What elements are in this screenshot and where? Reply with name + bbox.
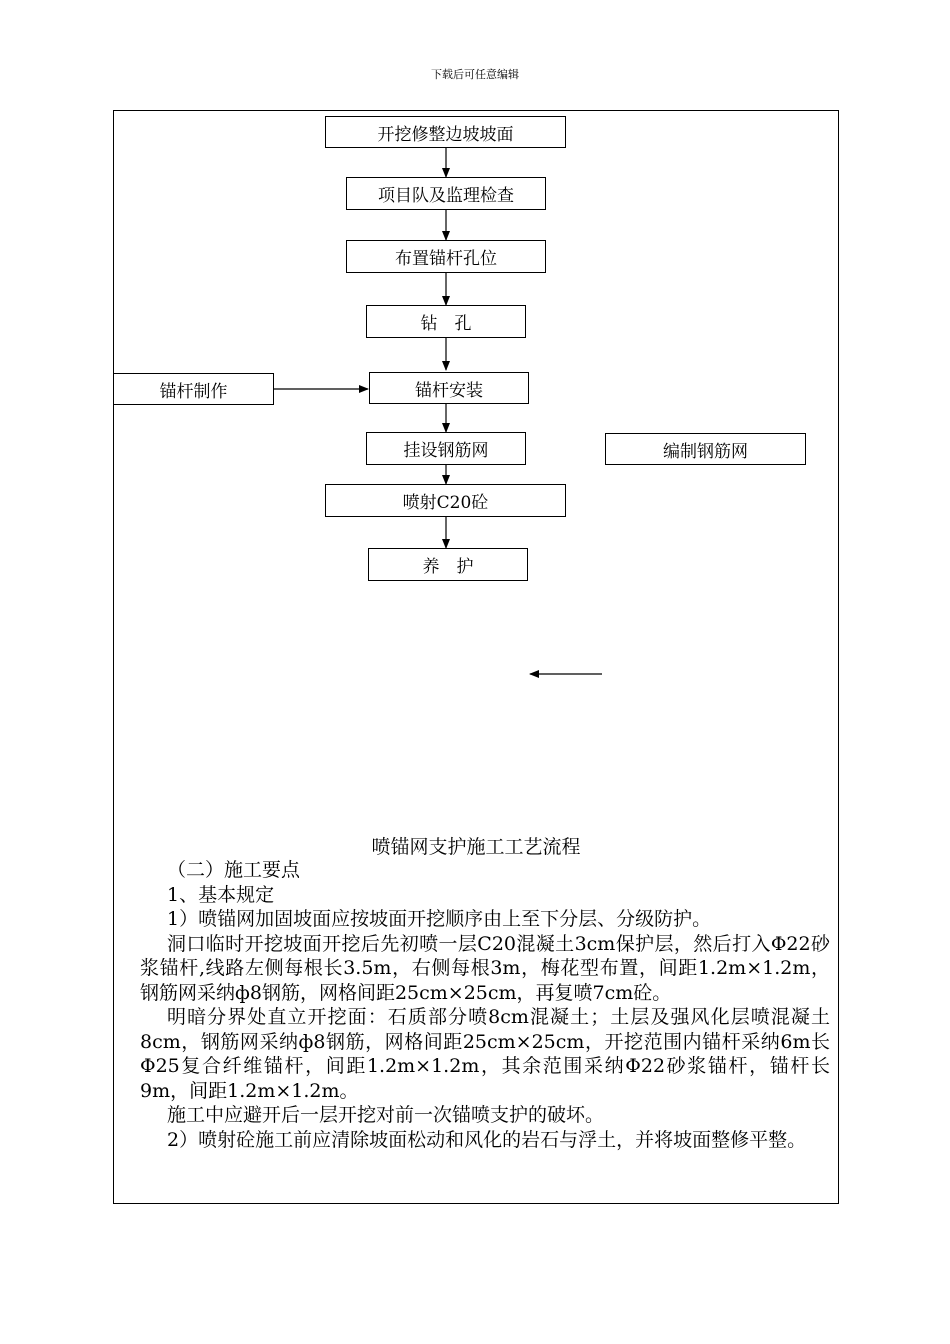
flow-step-hang-mesh: 挂设钢筋网 [366, 432, 526, 465]
flow-step-curing: 养 护 [368, 548, 528, 581]
sub-title: 1、基本规定 [167, 883, 275, 906]
header-note: 下载后可任意编辑 [431, 68, 519, 81]
paragraph-1: 1）喷锚网加固坡面应按坡面开挖顺序由上至下分层、分级防护。 [167, 908, 712, 930]
paragraph-5: 2）喷射砼施工前应清除坡面松动和风化的岩石与浮土，并将坡面整修平整。 [167, 1128, 807, 1151]
flow-step-install-anchor: 锚杆安装 [369, 372, 529, 404]
paragraph-2: 洞口临时开挖坡面开挖后先初喷一层C20混凝土3cm保护层，然后打入Φ22砂浆锚杆,线路左侧每根长3.5m，右侧每根3m，梅花型布置，间距1.2m×1.2m，钢筋网采纳ф8钢筋，网格间距25cm×25cm，再复喷7cm砼。 [140, 932, 830, 1004]
flow-step-excavate: 开挖修整边坡坡面 [325, 116, 566, 148]
body-text [140, 858, 830, 1152]
flow-step-layout-holes: 布置锚杆孔位 [346, 240, 546, 273]
paragraph-3: 明暗分界处直立开挖面：石质部分喷8cm混凝土；土层及强风化层喷混凝土8cm，钢筋网采纳ф8钢筋，网格间距25cm×25cm，开挖范围内锚杆采纳6m长Φ25复合纤维锚杆，间距1.2m×1.2m，其余范围采纳Φ22砂浆锚杆，锚杆长9m，间距1.2m×1.2m。 [140, 1006, 830, 1102]
section-title: （二）施工要点 [167, 859, 301, 881]
paragraph-4: 施工中应避开后一层开挖对前一次锚喷支护的破坏。 [167, 1104, 605, 1126]
flow-side-anchor-making: 锚杆制作 [113, 373, 274, 405]
flow-side-mesh-making: 编制钢筋网 [605, 433, 806, 465]
flowchart-caption: 喷锚网支护施工工艺流程 [371, 836, 581, 858]
flow-step-inspection: 项目队及监理检查 [346, 177, 546, 210]
flow-step-shotcrete: 喷射C20砼 [325, 484, 566, 517]
flow-step-drilling: 钻 孔 [366, 305, 526, 338]
